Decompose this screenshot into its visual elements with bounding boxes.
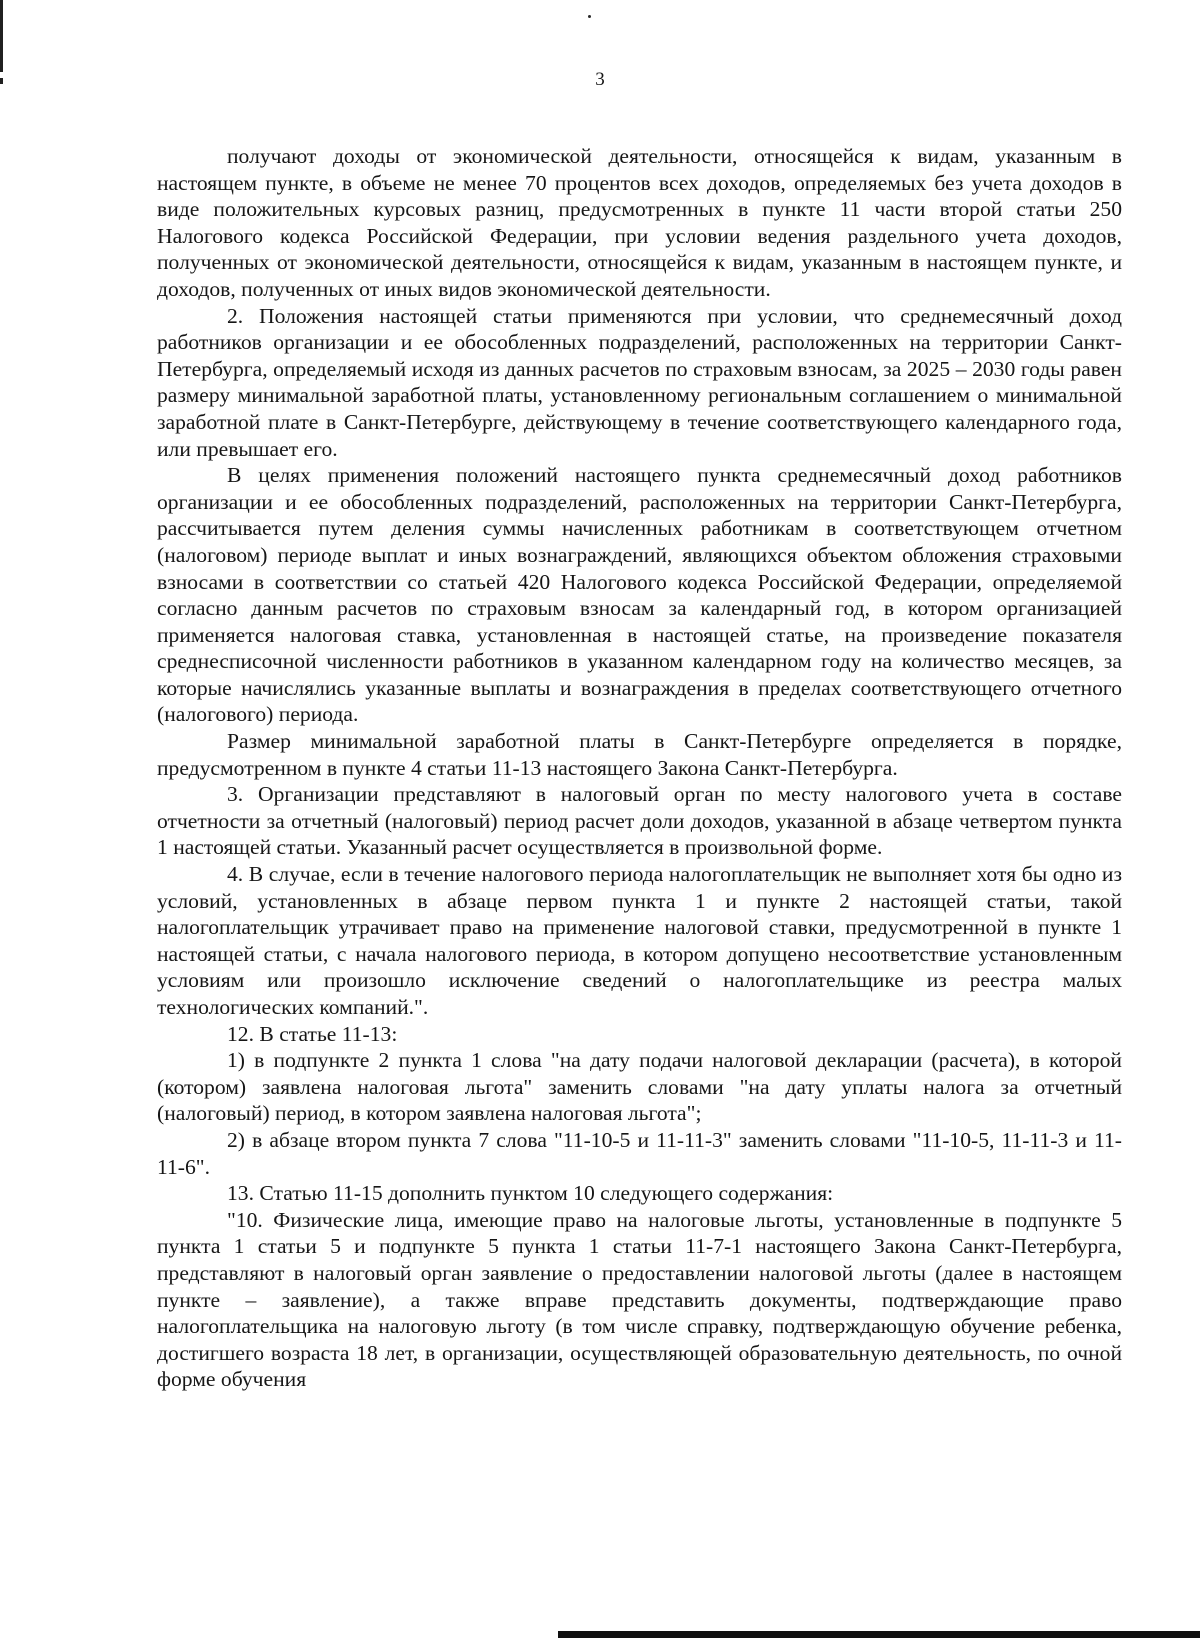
- paragraph-subitem-1: 1) в подпункте 2 пункта 1 слова "на дату подачи налоговой декларации (расчета), в которой (котором) заявлена налоговая льгота" заменить словами "на дату уплаты налога за отчетный (налоговый) период, в котором заявлена налоговая льгота";: [157, 1048, 1122, 1126]
- paragraph-continuation: получают доходы от экономической деятельности, относящейся к видам, указанным в настоящем пункте, в объеме не менее 70 процентов всех доходов, определяемых без учета доходов в виде положительных курсовых разниц, предусмотренных в пункте 11 части второй статьи 250 Налогового кодекса Российской Федерации, при условии ведения раздельного учета доходов, полученных от экономической деятельности, относящейся к видам, указанным в настоящем пункте, и доходов, полученных от иных видов экономической деятельности.: [157, 144, 1122, 301]
- document-body: [157, 143, 1122, 1393]
- page-number: 3: [595, 69, 605, 90]
- paragraph-item-4: 4. В случае, если в течение налогового периода налогоплательщик не выполняет хотя бы одно из условий, установленных в абзаце первом пункта 1 и пункте 2 настоящей статьи, такой налогоплательщик утрачивает право на применение налоговой ставки, предусмотренной в пункте 1 настоящей статьи, с начала налогового периода, в котором допущено несоответствие установленным условиям или произошло исключение сведений о налогоплательщике из реестра малых технологических компаний.".: [157, 862, 1122, 1019]
- paragraph-article-12: 12. В статье 11-13:: [227, 1021, 398, 1046]
- paragraph-item-2: 2. Положения настоящей статьи применяются при условии, что среднемесячный доход работников организации и ее обособленных подразделений, расположенных на территории Санкт-Петербурга, определяемый исходя из данных расчетов по страховым взносам, за 2025 – 2030 годы равен размеру минимальной заработной платы, установленному региональным соглашением о минимальной заработной плате в Санкт-Петербурге, действующему в течение соответствующего календарного года, или превышает его.: [157, 303, 1122, 461]
- scan-edge-bottom: [558, 1631, 1200, 1638]
- scan-edge-left: [0, 0, 3, 72]
- paragraph-item-10: "10. Физические лица, имеющие право на налоговые льготы, установленные в подпункте 5 пункта 1 статьи 5 и подпункте 5 пункта 1 статьи 11-7-1 настоящего Закона Санкт-Петербурга, представляют в налоговый орган заявление о предоставлении налоговой льготы (далее в настоящем пункте – заявление), а также вправе представить документы, подтверждающие право налогоплательщика на налоговую льготу (в том числе справку, подтверждающую обучение ребенка, достигшего возраста 18 лет, в организации, осуществляющей образовательную деятельность, по очной форме обучения: [157, 1207, 1122, 1392]
- paragraph-minimum-wage: Размер минимальной заработной платы в Санкт-Петербурге определяется в порядке, предусмотренном в пункте 4 статьи 11-13 настоящего Закона Санкт-Петербурга.: [157, 729, 1122, 780]
- scan-dot: [588, 15, 591, 18]
- paragraph-average-income: В целях применения положений настоящего пункта среднемесячный доход работников организации и ее обособленных подразделений, расположенных на территории Санкт-Петербурга, рассчитывается путем деления суммы начисленных работникам в соответствующем отчетном (налоговом) периоде выплат и иных вознаграждений, являющихся объектом обложения страховыми взносами в соответствии со статьей 420 Налогового кодекса Российской Федерации, определяемой согласно данным расчетов по страховым взносам за календарный год, в котором организацией применяется налоговая ставка, установленная в настоящей статье, на произведение показателя среднесписочной численности работников в указанном календарном году на количество месяцев, за которые начислялись указанные выплаты и вознаграждения в пределах соответствующего отчетного (налогового) периода.: [157, 463, 1122, 727]
- paragraph-article-13: 13. Статью 11-15 дополнить пунктом 10 следующего содержания:: [227, 1181, 834, 1206]
- paragraph-item-3: 3. Организации представляют в налоговый орган по месту налогового учета в составе отчетности за отчетный (налоговый) период расчет доли доходов, указанной в абзаце четвертом пункта 1 настоящей статьи. Указанный расчет осуществляется в произвольной форме.: [157, 782, 1122, 860]
- paragraph-subitem-2: 2) в абзаце втором пункта 7 слова "11-10-5 и 11-11-3" заменить словами "11-10-5, 11-11-3 и 11-11-6".: [157, 1127, 1122, 1179]
